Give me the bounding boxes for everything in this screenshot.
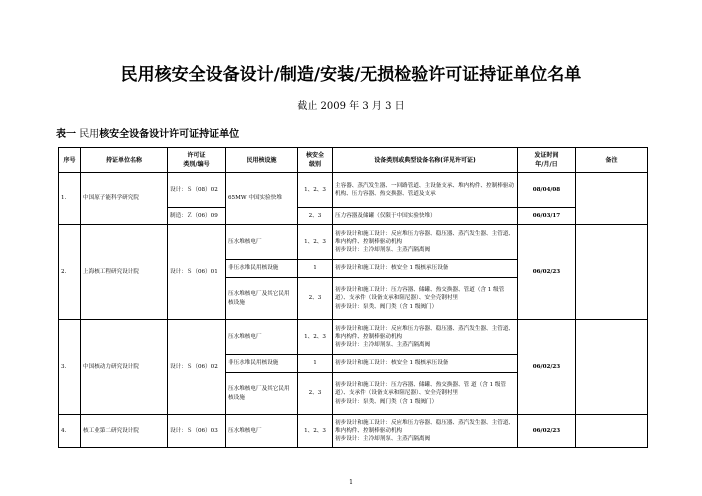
page-number: 1 <box>349 479 353 486</box>
cell-level: 2、3 <box>298 278 333 320</box>
cell-license: 设计：Ｓ（08）02 <box>168 173 226 208</box>
header-license <box>168 148 226 173</box>
cell-facility: 压水堆核电厂及其它民用核设施 <box>226 278 298 320</box>
cell-date: 06/02/23 <box>518 415 576 448</box>
table-row <box>59 415 648 448</box>
cell-level: 1 <box>298 355 333 373</box>
cell-unit: 中国核动力研究设计院 <box>81 320 168 415</box>
cell-facility: 65MW 中国实验快堆 <box>226 173 298 225</box>
table-row <box>59 173 648 208</box>
cell-equipment: 压力容器及储罐（仅限于中国实验快堆） <box>333 208 518 225</box>
cell-facility: 压水堆核电厂 <box>226 320 298 355</box>
header-equipment: 设备类别或典型设备名称(详见许可证) <box>333 148 518 173</box>
cell-date: 06/03/17 <box>518 208 576 225</box>
cell-date: 06/02/23 <box>518 225 576 320</box>
header-license-line1: 许可证 <box>187 152 206 159</box>
cell-license: 制造：Ｚ（06）09 <box>168 208 226 225</box>
cutoff-date: 截止 2009 年 3 月 3 日 <box>297 101 405 112</box>
cell-level: 2、3 <box>298 208 333 225</box>
cell-unit: 上海核工程研究设计院 <box>81 225 168 320</box>
cell-note <box>576 173 648 225</box>
cell-date: 08/04/08 <box>518 173 576 208</box>
cell-seq: 2. <box>59 225 81 320</box>
cell-facility: 压水堆核电厂 <box>226 415 298 448</box>
cell-seq: 4. <box>59 415 81 448</box>
table-label: 表一 <box>56 129 76 140</box>
cell-level: 1、2、3 <box>298 173 333 208</box>
cell-unit: 核工业第二研究设计院 <box>81 415 168 448</box>
cell-equipment: 初步设计和施工设计：反应堆压力容器、稳压器、蒸汽发生器、主管道、堆内构件、控制棒驱动机构 初步设计：主冷却剂泵、主蒸汽隔离阀 <box>333 415 518 448</box>
header-seq: 序号 <box>59 148 81 173</box>
cell-level: 1、2、3 <box>298 225 333 260</box>
header-date-line1: 发证时间 <box>534 152 559 159</box>
table-title-plain: 民用 <box>79 129 100 140</box>
document-title: 民用核安全设备设计/制造/安装/无损检验许可证持证单位名单 <box>120 65 582 85</box>
cell-equipment: 初步设计和施工设计：反应堆压力容器、稳压器、蒸汽发生器、主管道、堆内构件、控制棒驱动机构 初步设计：主冷却剂泵、主蒸汽隔离阀 <box>333 320 518 355</box>
cell-equipment: 初步设计和施工设计：反应堆压力容器、稳压器、蒸汽发生器、主管道、堆内构件、控制棒驱动机构 初步设计：主冷却剂泵、主蒸汽隔离阀 <box>333 225 518 260</box>
cell-seq: 3. <box>59 320 81 415</box>
cell-seq: 1. <box>59 173 81 225</box>
table-title-bold: 核安全设备设计许可证持证单位 <box>99 129 240 140</box>
cell-facility: 非压水堆民用核设施 <box>226 355 298 373</box>
header-license-line2: 类别/编号 <box>183 161 210 168</box>
cell-facility: 压水堆核电厂及其它民用核设施 <box>226 373 298 415</box>
cell-date: 06/02/23 <box>518 320 576 415</box>
table-heading <box>56 125 239 140</box>
cell-equipment: 初步设计和施工设计：压力容器、储罐、热交换器、管道（含 1 级管道）、支承件（设备支承和阻尼器）、安全壳钢衬里 初步设计：泵类、阀门类（含 1 级阀门） <box>333 278 518 320</box>
cell-level: 2、3 <box>298 373 333 415</box>
cell-license: 设计：Ｓ（06）03 <box>168 415 226 448</box>
header-row <box>59 148 648 173</box>
cell-facility: 压水堆核电厂 <box>226 225 298 260</box>
cell-level: 1、2、3 <box>298 320 333 355</box>
cell-unit: 中国原子能科学研究院 <box>81 173 168 225</box>
table-row <box>59 225 648 260</box>
cell-license: 设计：Ｓ（06）02 <box>168 320 226 415</box>
header-level-line1: 核安全 <box>305 152 324 159</box>
cell-facility: 非压水堆民用核设施 <box>226 260 298 278</box>
cell-license: 设计：Ｓ（06）01 <box>168 225 226 320</box>
cell-equipment: 初步设计和施工设计：核安全 1 级核承压设备 <box>333 355 518 373</box>
cell-note <box>576 320 648 415</box>
cell-equipment: 初步设计和施工设计：核安全 1 级核承压设备 <box>333 260 518 278</box>
cell-level: 1 <box>298 260 333 278</box>
cell-equipment: 主容器、蒸汽发生器、一回路管道、主设备支承、堆内构件、控制棒驱动机构、压力容器、热交换器、管道及支承 <box>333 173 518 208</box>
cell-note <box>576 225 648 320</box>
license-holder-table <box>58 147 648 448</box>
header-level <box>298 148 333 173</box>
table-row <box>59 320 648 355</box>
cell-equipment: 初步设计和施工设计：压力容器、储罐、热交换器、管 道（含 1 级管道）、支承件（设备支承和阻尼器）、安全壳钢衬里 初步设计：泵类、阀门类（含 1 级阀门） <box>333 373 518 415</box>
header-level-line2: 级别 <box>308 161 321 168</box>
header-date-line2: 年/月/日 <box>535 161 558 168</box>
cell-level: 1、2、3 <box>298 415 333 448</box>
header-note: 备注 <box>576 148 648 173</box>
cell-note <box>576 415 648 448</box>
header-facility: 民用核设施 <box>226 148 298 173</box>
header-unit: 持证单位名称 <box>81 148 168 173</box>
header-date <box>518 148 576 173</box>
